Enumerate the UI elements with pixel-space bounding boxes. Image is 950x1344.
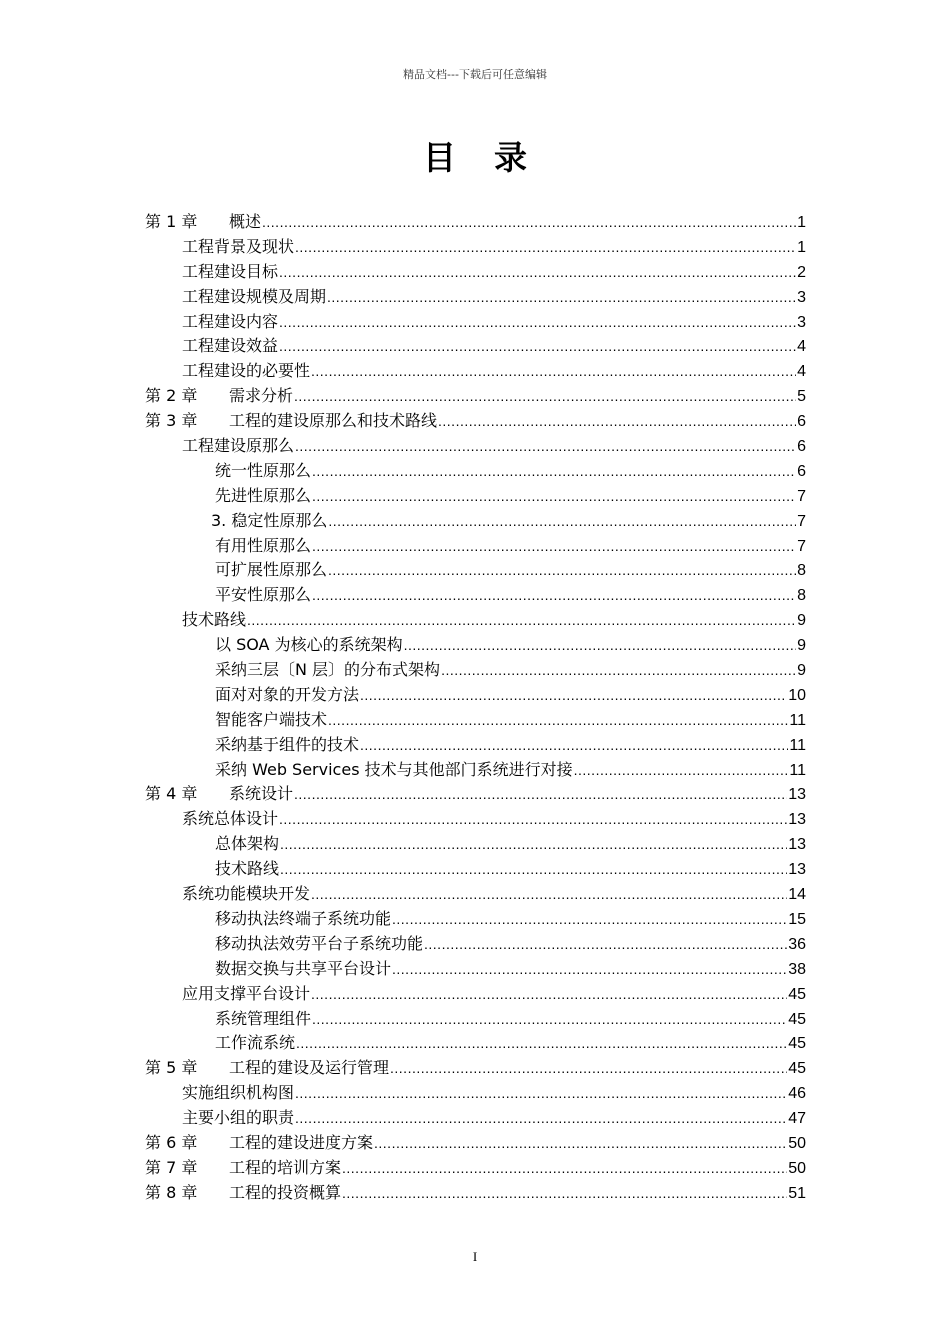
toc-page-number: 6 [797,438,806,456]
toc-dot-leader [342,1181,787,1206]
toc-entry-label [182,1106,294,1131]
toc-entry-label [145,782,293,807]
toc-entry-title: 工程建设原那么 [182,436,295,456]
toc-entry-label [215,534,311,559]
toc-page-number: 11 [789,711,806,729]
toc-entry-label [145,409,437,434]
toc-dot-leader [295,1081,787,1106]
toc-dot-leader [342,1156,787,1181]
toc-dot-leader [295,235,796,260]
toc-entry[interactable] [145,807,806,832]
toc-entry[interactable] [145,708,806,733]
toc-page-number: 5 [797,388,806,406]
toc-page-number: 7 [797,512,806,530]
toc-entry-label [182,359,310,384]
toc-entry-title: 3. 稳定性原那么 [211,510,328,530]
toc-dot-leader [311,882,787,907]
toc-entry-label [182,260,278,285]
toc-chapter-number: 第 3 章 [145,411,198,431]
toc-dot-leader [327,285,796,310]
toc-entry[interactable] [145,434,806,459]
toc-entry-label [215,459,311,484]
toc-entry[interactable] [145,1056,806,1081]
toc-page-number: 2 [797,263,806,281]
toc-entry-label [215,957,391,982]
toc-page-number: 13 [788,861,806,879]
toc-entry-label [215,708,327,733]
toc-dot-leader [390,1056,787,1081]
toc-chapter-number: 第 7 章 [145,1157,198,1177]
toc-entry-title: 系统设计 [229,784,294,804]
toc-page-number: 45 [788,985,806,1003]
toc-dot-leader [312,459,796,484]
toc-dot-leader [296,1031,787,1056]
toc-dot-leader [404,633,797,658]
toc-entry[interactable] [145,285,806,310]
toc-entry-label [182,434,294,459]
toc-entry[interactable] [145,210,806,235]
toc-dot-leader [312,484,796,509]
toc-chapter-number: 第 1 章 [145,212,198,231]
toc-entry[interactable] [145,882,806,907]
toc-entry-label [145,1156,341,1181]
toc-page-number: 1 [797,214,806,231]
toc-page-number: 4 [797,338,806,356]
toc-entry[interactable] [145,733,806,758]
toc-page-number: 9 [797,612,806,630]
toc-entry-label [215,558,327,583]
toc-page-number: 9 [797,637,806,655]
toc-dot-leader [312,534,796,559]
toc-chapter-number: 第 6 章 [145,1132,198,1152]
toc-page-number: 45 [788,1060,806,1078]
toc-dot-leader [294,782,787,807]
toc-dot-leader [438,409,796,434]
toc-chapter-number: 第 5 章 [145,1058,198,1078]
toc-entry[interactable] [145,334,806,359]
toc-page-number: 47 [788,1110,806,1128]
toc-page-number: 10 [788,686,806,704]
toc-page-number: 36 [788,935,806,953]
toc-dot-leader [311,359,796,384]
toc-entry-label [215,658,440,683]
toc-entry[interactable] [145,534,806,559]
toc-page-number: 13 [788,811,806,829]
toc-entry-label [182,982,310,1007]
toc-entry-title: 应用支撑平台设计 [182,983,311,1003]
toc-entry-label [215,832,279,857]
toc-entry-label [211,509,327,534]
toc-page-number: 3 [797,313,806,331]
toc-entry-title: 工程建设目标 [182,261,279,281]
toc-entry[interactable] [145,957,806,982]
toc-entry-title: 统一性原那么 [215,460,312,480]
toc-page-number: 45 [788,1010,806,1028]
toc-dot-leader [328,558,796,583]
toc-entry[interactable] [145,658,806,683]
toc-entry[interactable] [145,583,806,608]
toc-entry-label [215,484,311,509]
toc-entry-title: 主要小组的职责 [182,1108,295,1128]
toc-dot-leader [295,1106,787,1131]
toc-dot-leader [312,583,796,608]
toc-entry-title: 技术路线 [182,610,247,630]
page-header: 精品文档---下载后可任意编辑 [403,68,547,81]
toc-entry-title: 系统总体设计 [182,809,279,829]
toc-page-number: 3 [797,288,806,306]
toc-entry-label [215,1007,311,1032]
toc-entry[interactable] [145,857,806,882]
toc-entry-label [145,210,261,235]
toc-entry-title: 工程背景及现状 [182,236,295,256]
toc-page-number: 13 [788,786,806,804]
toc-entry-title: 总体架构 [215,834,280,854]
toc-dot-leader [374,1131,787,1156]
toc-chapter-number: 第 4 章 [145,784,198,804]
toc-entry[interactable] [145,310,806,335]
toc-entry-title: 智能客户端技术 [215,709,328,729]
toc-page-number: 8 [797,562,806,580]
toc-page-number: 13 [788,836,806,854]
toc-entry[interactable] [145,558,806,583]
toc-page-number: 4 [797,363,806,381]
toc-entry-title: 工程建设的必要性 [182,361,311,381]
toc-dot-leader [262,210,796,235]
toc-dot-leader [360,733,788,758]
toc-entry-label [182,807,278,832]
toc-entry[interactable] [145,683,806,708]
toc-dot-leader [279,310,796,335]
toc-entry-label [215,758,573,783]
toc-entry-title: 工程建设内容 [182,311,279,331]
toc-entry-title: 工程的建设原那么和技术路线 [229,411,438,431]
toc-dot-leader [392,957,787,982]
toc-entry[interactable] [145,484,806,509]
toc-chapter-number: 第 8 章 [145,1182,198,1202]
toc-entry-label [182,310,278,335]
toc-dot-leader [294,384,796,409]
toc-page-number: 7 [797,487,806,505]
toc-entry[interactable] [145,1131,806,1156]
toc-dot-leader [279,334,796,359]
toc-dot-leader [280,857,787,882]
toc-entry[interactable] [145,907,806,932]
toc-entry-title: 工程的建设进度方案 [229,1132,374,1152]
toc-entry-label [215,907,391,932]
toc-entry-title: 工程建设效益 [182,336,279,356]
toc-entry-label [145,1131,373,1156]
toc-entry-title: 采纳基于组件的技术 [215,734,360,754]
toc-entry[interactable] [145,1007,806,1032]
toc-page-number: 11 [789,736,806,754]
toc-page-number: 6 [797,462,806,480]
toc-entry[interactable] [145,409,806,434]
toc-entry[interactable] [145,459,806,484]
toc-entry-title: 面对对象的开发方法 [215,684,360,704]
title-char-2: 录 [494,138,527,177]
toc-entry-title: 可扩展性原那么 [215,560,328,580]
toc-entry-label [215,583,311,608]
toc-entry[interactable] [145,1081,806,1106]
toc-entry-title: 系统功能模块开发 [182,884,311,904]
toc-entry[interactable] [145,1031,806,1056]
toc-entry-label [145,1056,389,1081]
toc-entry-title: 需求分析 [229,386,294,406]
toc-dot-leader [279,807,787,832]
toc-entry-title: 移动执法终端子系统功能 [215,908,392,928]
toc-dot-leader [279,260,796,285]
toc-page-number: 11 [789,761,806,779]
toc-entry[interactable] [145,384,806,409]
toc-entry-label [182,334,278,359]
toc-entry-title: 平安性原那么 [215,585,312,605]
toc-entry-title: 工程建设规模及周期 [182,286,327,306]
toc-entry-label [215,932,423,957]
toc-chapter-number: 第 2 章 [145,386,198,406]
toc-page-number: 8 [797,587,806,605]
toc-page-number: 6 [797,413,806,431]
toc-entry-title: 先进性原那么 [215,485,312,505]
toc-entry-title: 有用性原那么 [215,535,312,555]
table-of-contents [145,210,806,1206]
toc-entry-title: 工程的建设及运行管理 [229,1058,390,1078]
toc-page-number: 51 [788,1184,806,1202]
toc-entry-label [182,1081,294,1106]
toc-entry-label [215,633,403,658]
toc-entry-title: 系统管理组件 [215,1008,312,1028]
toc-entry-label [215,733,359,758]
toc-dot-leader [424,932,787,957]
toc-entry-label [145,1181,341,1206]
toc-entry-title: 技术路线 [215,859,280,879]
toc-entry-title: 移动执法效劳平台子系统功能 [215,933,424,953]
toc-entry[interactable] [145,1156,806,1181]
toc-entry-label [215,1031,295,1056]
toc-dot-leader [247,608,796,633]
toc-entry-title: 工作流系统 [215,1033,296,1053]
toc-entry[interactable] [145,1106,806,1131]
toc-dot-leader [328,708,788,733]
toc-entry[interactable] [145,633,806,658]
toc-entry-title: 采纳三层〔N 层〕的分布式架构 [215,660,441,680]
toc-entry[interactable] [145,782,806,807]
toc-entry-label [215,683,359,708]
toc-entry-label [182,608,246,633]
toc-entry-title: 实施组织机构图 [182,1083,295,1103]
toc-title [0,132,950,179]
title-char-1: 目 [423,138,456,177]
toc-entry-title: 采纳 Web Services 技术与其他部门系统进行对接 [215,759,573,779]
toc-dot-leader [295,434,796,459]
toc-entry[interactable] [145,932,806,957]
toc-entry-label [145,384,293,409]
toc-dot-leader [280,832,787,857]
toc-dot-leader [312,1007,787,1032]
toc-page-number: 9 [797,662,806,680]
toc-page-number: 7 [797,537,806,555]
toc-dot-leader [311,982,787,1007]
toc-entry-label [215,857,279,882]
toc-page-number: 46 [788,1085,806,1103]
toc-page-number: 45 [788,1035,806,1053]
toc-dot-leader [360,683,787,708]
toc-entry[interactable] [145,359,806,384]
toc-entry[interactable] [145,832,806,857]
toc-page-number: 14 [788,886,806,904]
toc-entry-label [182,235,294,260]
toc-dot-leader [328,509,796,534]
toc-entry[interactable] [145,1181,806,1206]
toc-page-number: 1 [797,238,806,256]
toc-page-number: 50 [788,1159,806,1177]
toc-entry[interactable] [145,982,806,1007]
toc-page-number: 38 [788,960,806,978]
toc-dot-leader [441,658,796,683]
toc-entry[interactable] [145,509,806,534]
toc-dot-leader [574,758,789,783]
toc-entry[interactable] [145,235,806,260]
toc-entry[interactable] [145,608,806,633]
toc-entry-title: 工程的投资概算 [229,1182,342,1202]
toc-page-number: 50 [788,1134,806,1152]
toc-entry-title: 以 SOA 为核心的系统架构 [215,635,403,655]
toc-entry[interactable] [145,758,806,783]
toc-page-number: 15 [788,910,806,928]
toc-entry-label [182,882,310,907]
toc-entry-title: 概述 [229,212,262,231]
toc-entry-title: 工程的培训方案 [229,1157,342,1177]
page-number-footer: I [472,1249,478,1264]
toc-dot-leader [392,907,787,932]
toc-entry[interactable] [145,260,806,285]
toc-entry-label [182,285,326,310]
toc-entry-title: 数据交换与共享平台设计 [215,958,392,978]
